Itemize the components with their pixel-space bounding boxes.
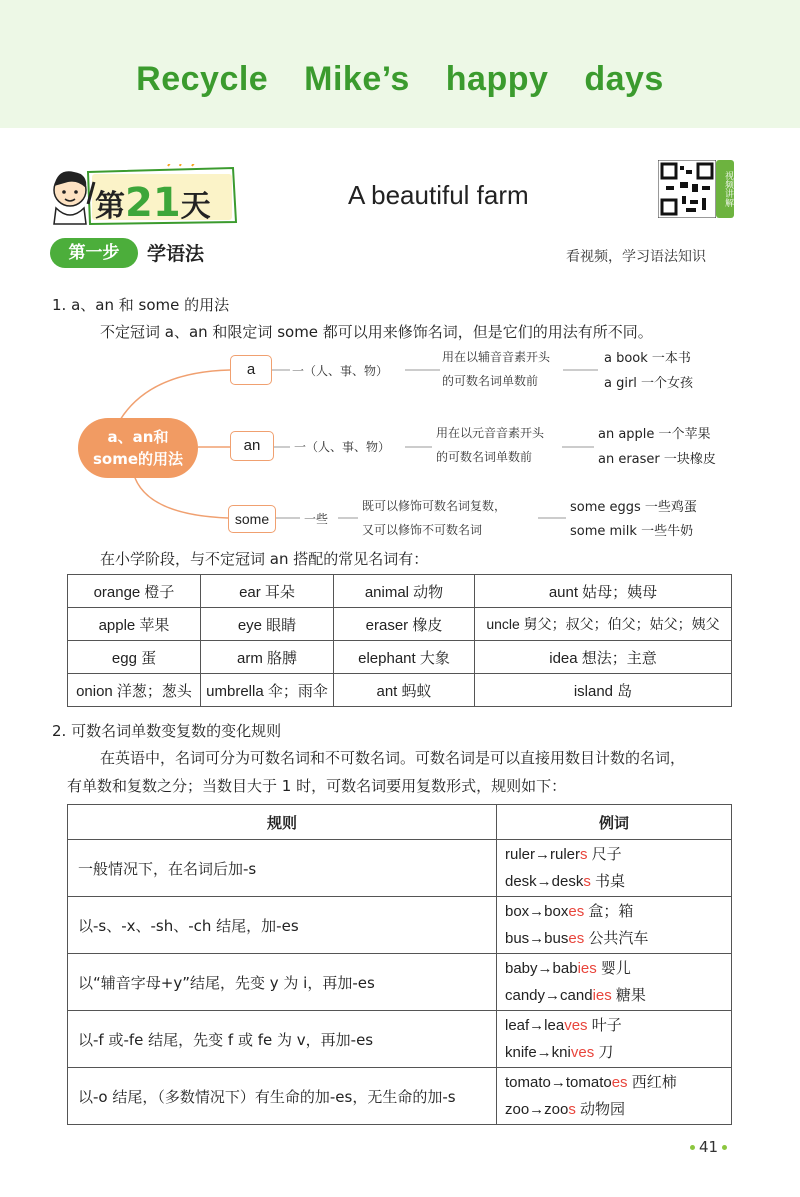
table-row — [68, 840, 732, 897]
col-header-rule: 规则 — [68, 805, 497, 840]
table-cell: elephant 大象 — [334, 641, 475, 674]
table-cell: animal 动物 — [334, 575, 475, 608]
section-2-heading: 2. 可数名词单数变复数的变化规则 — [52, 722, 282, 740]
rule-cell: 以“辅音字母+y”结尾，先变 y 为 i，再加-es — [68, 954, 497, 1011]
table-cell: egg 蛋 — [68, 641, 201, 674]
branch-example: an eraser 一块橡皮 — [598, 452, 716, 467]
dot-icon — [722, 1145, 727, 1150]
example-line — [505, 841, 730, 868]
table-cell: arm 胳膊 — [201, 641, 334, 674]
example-meaning: 西红柿 — [627, 1074, 677, 1091]
example-meaning: 公共汽车 — [584, 930, 649, 947]
mind-map-center — [78, 418, 198, 478]
example-base: leaf→lea — [505, 1017, 565, 1034]
branch-example: an apple 一个苹果 — [598, 427, 711, 442]
example-suffix: es — [568, 903, 585, 920]
example-line — [505, 1096, 730, 1123]
table-header-row — [68, 805, 732, 840]
example-base: box→box — [505, 903, 569, 920]
example-suffix: ves — [570, 1044, 595, 1061]
example-line — [505, 1069, 730, 1096]
table-cell: onion 洋葱；葱头 — [68, 674, 201, 707]
page-title: Recycle Mike’s happy days — [136, 60, 664, 98]
table-cell: apple 苹果 — [68, 608, 201, 641]
example-meaning: 动物园 — [575, 1101, 626, 1118]
day-prefix: 第 — [95, 189, 125, 224]
branch-rule: 既可以修饰可数名词复数， — [362, 499, 507, 513]
section-2-para-line1: 在英语中，名词可分为可数名词和不可数名词。可数名词是可以直接用数目计数的名词， — [100, 749, 686, 767]
table-cell: idea 想法；主意 — [475, 641, 732, 674]
example-line — [505, 1012, 730, 1039]
example-cell — [497, 1068, 732, 1125]
example-cell — [497, 897, 732, 954]
table-cell: island 岛 — [475, 674, 732, 707]
table-row — [68, 674, 732, 707]
table-row — [68, 1068, 732, 1125]
example-meaning: 刀 — [594, 1044, 614, 1061]
table-row — [68, 897, 732, 954]
page-number — [686, 1138, 731, 1156]
branch-word-an: an — [230, 431, 274, 461]
table-intro: 在小学阶段，与不定冠词 an 搭配的常见名词有： — [100, 550, 429, 568]
rule-cell: 以-f 或-fe 结尾，先变 f 或 fe 为 v，再加-es — [68, 1011, 497, 1068]
table-row — [68, 608, 732, 641]
rule-cell: 一般情况下，在名词后加-s — [68, 840, 497, 897]
rule-cell: 以-s、-x、-sh、-ch 结尾，加-es — [68, 897, 497, 954]
table-row — [68, 954, 732, 1011]
day-suffix: 天 — [180, 189, 211, 224]
branch-meaning: 一（人、事、物） — [292, 364, 389, 378]
table-cell: orange 橙子 — [68, 575, 201, 608]
branch-rule: 用在以元音音素开头 — [436, 426, 545, 440]
branch-example: a girl 一个女孩 — [604, 376, 694, 391]
table-cell: uncle 舅父；叔父；伯父；姑父；姨父 — [475, 608, 732, 641]
table-cell: aunt 姑母；姨母 — [475, 575, 732, 608]
example-line — [505, 868, 730, 895]
example-suffix: ies — [592, 987, 612, 1004]
an-nouns-table — [67, 574, 732, 707]
example-cell — [497, 954, 732, 1011]
branch-meaning: 一（人、事、物） — [294, 440, 391, 454]
example-base: knife→kni — [505, 1044, 571, 1061]
example-suffix: es — [568, 930, 585, 947]
example-base: desk→desk — [505, 873, 584, 890]
example-suffix: s — [583, 873, 591, 890]
example-line — [505, 925, 730, 952]
step-note: 看视频，学习语法知识 — [566, 249, 706, 265]
branch-example: a book 一本书 — [604, 351, 691, 366]
example-cell — [497, 1011, 732, 1068]
rule-cell: 以-o 结尾，（多数情况下）有生命的加-es，无生命的加-s — [68, 1068, 497, 1125]
step-title: 学语法 — [147, 243, 205, 265]
table-cell: eraser 橡皮 — [334, 608, 475, 641]
table-cell: ear 耳朵 — [201, 575, 334, 608]
dot-icon — [690, 1145, 695, 1150]
step-pill: 第一步 — [50, 238, 138, 268]
example-base: bus→bus — [505, 930, 569, 947]
example-meaning: 婴儿 — [596, 960, 631, 977]
center-line-1: a、an和 — [107, 428, 169, 446]
section-1-intro: 不定冠词 a、an 和限定词 some 都可以用来修饰名词，但是它们的用法有所不同。 — [100, 323, 653, 341]
example-meaning: 糖果 — [611, 987, 646, 1004]
example-suffix: es — [611, 1074, 628, 1091]
branch-example: some milk 一些牛奶 — [570, 524, 694, 539]
branch-rule: 的可数名词单数前 — [436, 450, 533, 464]
example-suffix: s — [580, 846, 588, 863]
table-row — [68, 575, 732, 608]
example-suffix: s — [568, 1101, 576, 1118]
example-suffix: ies — [577, 960, 597, 977]
table-cell: ant 蚂蚁 — [334, 674, 475, 707]
qr-label: 视频讲解 — [716, 160, 734, 218]
branch-word-a: a — [230, 355, 272, 385]
page-number-value: 41 — [699, 1138, 719, 1156]
example-line — [505, 1039, 730, 1066]
table-cell: umbrella 伞；雨伞 — [201, 674, 334, 707]
plural-rules-table — [67, 804, 732, 1125]
example-line — [505, 898, 730, 925]
branch-example: some eggs 一些鸡蛋 — [570, 500, 697, 515]
example-base: baby→bab — [505, 960, 578, 977]
section-2-para-line2: 有单数和复数之分；当数目大于 1 时，可数名词要用复数形式，规则如下： — [67, 777, 567, 795]
table-row — [68, 641, 732, 674]
example-meaning: 盒；箱 — [584, 903, 634, 920]
lesson-subtitle: A beautiful farm — [348, 180, 529, 210]
example-meaning: 叶子 — [587, 1017, 622, 1034]
example-base: candy→cand — [505, 987, 593, 1004]
example-meaning: 书桌 — [590, 873, 626, 890]
branch-meaning: 一些 — [304, 512, 329, 526]
col-header-example: 例词 — [497, 805, 732, 840]
table-cell: eye 眼睛 — [201, 608, 334, 641]
section-1-heading: 1. a、an 和 some 的用法 — [52, 296, 230, 314]
example-base: zoo→zoo — [505, 1101, 569, 1118]
branch-rule: 又可以修饰不可数名词 — [362, 523, 483, 537]
example-line — [505, 955, 730, 982]
center-line-2: some的用法 — [92, 450, 184, 468]
branch-rule: 用在以辅音音素开头 — [442, 350, 551, 364]
example-line — [505, 982, 730, 1009]
example-cell — [497, 840, 732, 897]
day-number: 21 — [125, 180, 181, 226]
example-base: ruler→ruler — [505, 846, 581, 863]
example-base: tomato→tomato — [505, 1074, 612, 1091]
example-meaning: 尺子 — [587, 846, 622, 863]
table-row — [68, 1011, 732, 1068]
branch-word-some: some — [228, 505, 276, 533]
branch-rule: 的可数名词单数前 — [442, 374, 539, 388]
example-suffix: ves — [564, 1017, 588, 1034]
